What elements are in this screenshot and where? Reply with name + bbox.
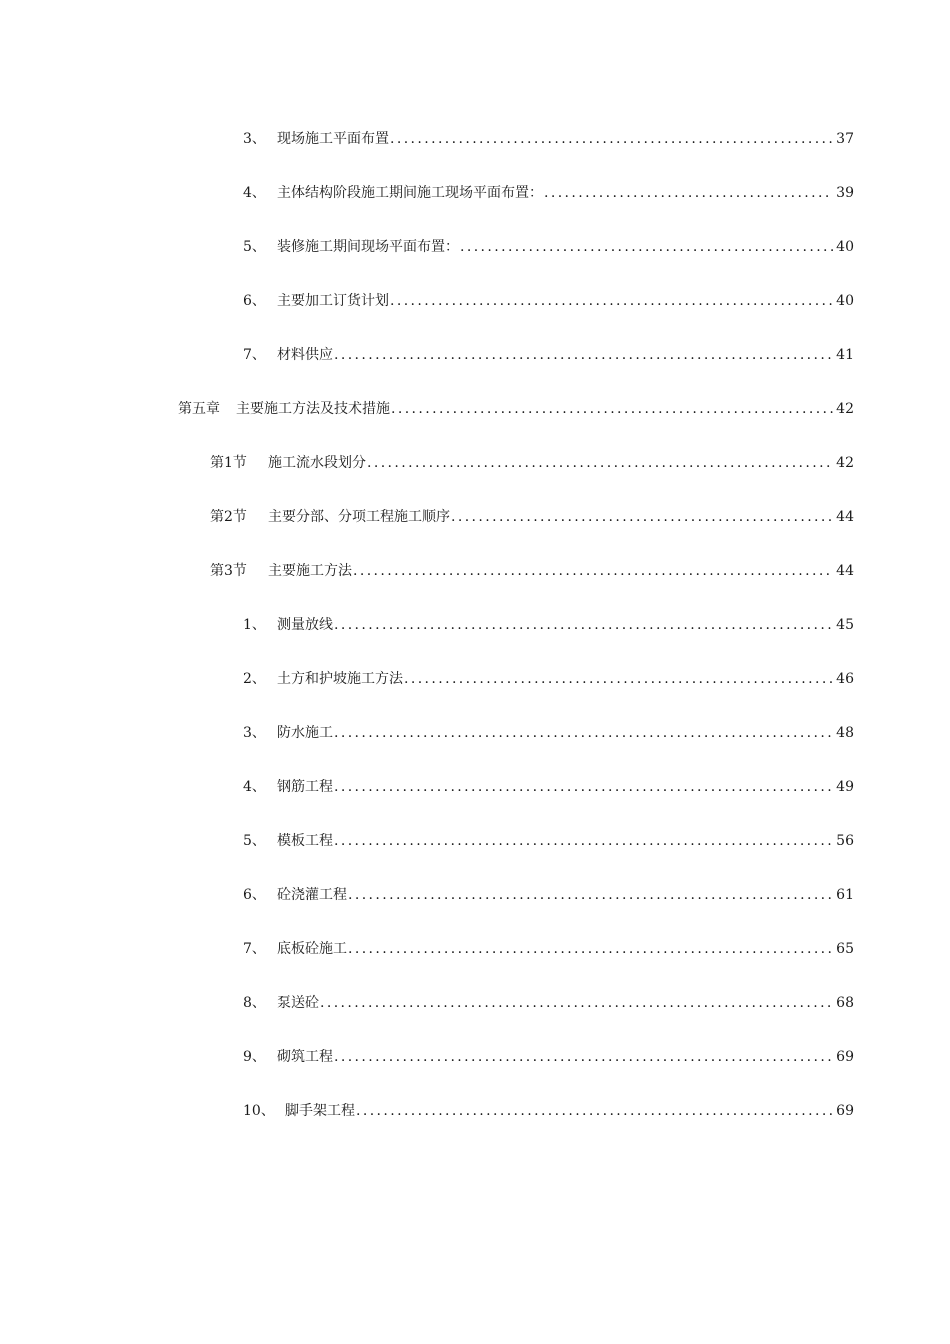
- entry-number: 2、: [243, 671, 266, 687]
- toc-entry[interactable]: [243, 343, 854, 367]
- toc-entry[interactable]: [243, 1099, 854, 1123]
- entry-number: 5、: [243, 239, 266, 255]
- entry-page-number: 44: [836, 509, 854, 525]
- entry-title: 脚手架工程: [285, 1103, 355, 1119]
- entry-title: 主要加工订货计划: [277, 293, 389, 309]
- entry-title: 砌筑工程: [277, 1049, 333, 1065]
- entry-page-number: 48: [836, 725, 854, 741]
- toc-entry[interactable]: [243, 667, 854, 691]
- toc-entry[interactable]: [243, 883, 854, 907]
- entry-number: 1、: [243, 617, 266, 633]
- toc-entry[interactable]: [243, 991, 854, 1015]
- entry-page-number: 69: [836, 1103, 854, 1119]
- dot-leader: [391, 397, 833, 421]
- entry-page-number: 42: [836, 455, 854, 471]
- toc-entry[interactable]: [243, 1045, 854, 1069]
- entry-page-number: 40: [836, 293, 854, 309]
- entry-page-number: 69: [836, 1049, 854, 1065]
- entry-title: 主要分部、分项工程施工顺序: [268, 509, 450, 525]
- entry-number: 6、: [243, 887, 266, 903]
- entry-number: 10、: [243, 1103, 275, 1119]
- entry-page-number: 46: [836, 671, 854, 687]
- entry-page-number: 41: [836, 347, 854, 363]
- entry-number: 7、: [243, 347, 266, 363]
- dot-leader: [356, 1099, 833, 1123]
- entry-title: 泵送砼: [277, 995, 319, 1011]
- entry-title: 砼浇灌工程: [277, 887, 347, 903]
- toc-entry[interactable]: [243, 181, 854, 205]
- dot-leader: [390, 127, 833, 151]
- dot-leader: [334, 829, 833, 853]
- toc-entry[interactable]: [243, 829, 854, 853]
- section-number: 第2节: [210, 509, 247, 525]
- entry-title: 装修施工期间现场平面布置：: [277, 239, 459, 255]
- entry-page-number: 40: [836, 239, 854, 255]
- entry-page-number: 65: [836, 941, 854, 957]
- entry-page-number: 45: [836, 617, 854, 633]
- entry-title: 施工流水段划分: [268, 455, 366, 471]
- entry-title: 主要施工方法: [268, 563, 352, 579]
- dot-leader: [348, 883, 833, 907]
- entry-title: 钢筋工程: [277, 779, 333, 795]
- entry-title: 主要施工方法及技术措施: [236, 401, 390, 417]
- entry-number: 4、: [243, 185, 266, 201]
- dot-leader: [390, 289, 833, 313]
- entry-number: 5、: [243, 833, 266, 849]
- entry-title: 材料供应: [277, 347, 333, 363]
- dot-leader: [334, 1045, 833, 1069]
- entry-page-number: 42: [836, 401, 854, 417]
- entry-page-number: 44: [836, 563, 854, 579]
- entry-title: 土方和护坡施工方法: [277, 671, 403, 687]
- toc-entry[interactable]: [243, 721, 854, 745]
- dot-leader: [404, 667, 833, 691]
- chapter-number: 第五章: [178, 401, 220, 417]
- toc-chapter-entry[interactable]: [178, 397, 854, 421]
- entry-title: 模板工程: [277, 833, 333, 849]
- dot-leader: [320, 991, 833, 1015]
- toc-entry[interactable]: [243, 235, 854, 259]
- section-number: 第3节: [210, 563, 247, 579]
- toc-section-entry[interactable]: [210, 505, 854, 529]
- dot-leader: [544, 181, 833, 205]
- dot-leader: [348, 937, 833, 961]
- entry-page-number: 37: [836, 131, 854, 147]
- dot-leader: [451, 505, 833, 529]
- section-number: 第1节: [210, 455, 247, 471]
- entry-number: 7、: [243, 941, 266, 957]
- toc-entry[interactable]: [243, 289, 854, 313]
- entry-number: 4、: [243, 779, 266, 795]
- dot-leader: [460, 235, 833, 259]
- entry-number: 9、: [243, 1049, 266, 1065]
- dot-leader: [353, 559, 833, 583]
- dot-leader: [334, 775, 833, 799]
- entry-page-number: 56: [836, 833, 854, 849]
- entry-page-number: 49: [836, 779, 854, 795]
- toc-entry[interactable]: [243, 127, 854, 151]
- entry-title: 底板砼施工: [277, 941, 347, 957]
- entry-title: 现场施工平面布置: [277, 131, 389, 147]
- entry-title: 测量放线: [277, 617, 333, 633]
- toc-entry[interactable]: [243, 937, 854, 961]
- entry-title: 防水施工: [277, 725, 333, 741]
- entry-number: 3、: [243, 725, 266, 741]
- dot-leader: [367, 451, 833, 475]
- entry-page-number: 68: [836, 995, 854, 1011]
- dot-leader: [334, 721, 833, 745]
- dot-leader: [334, 343, 833, 367]
- toc-section-entry[interactable]: [210, 559, 854, 583]
- toc-entry[interactable]: [243, 775, 854, 799]
- entry-page-number: 61: [836, 887, 854, 903]
- entry-page-number: 39: [836, 185, 854, 201]
- toc-section-entry[interactable]: [210, 451, 854, 475]
- entry-title: 主体结构阶段施工期间施工现场平面布置：: [277, 185, 543, 201]
- dot-leader: [334, 613, 833, 637]
- entry-number: 8、: [243, 995, 266, 1011]
- toc-entry[interactable]: [243, 613, 854, 637]
- entry-number: 3、: [243, 131, 266, 147]
- entry-number: 6、: [243, 293, 266, 309]
